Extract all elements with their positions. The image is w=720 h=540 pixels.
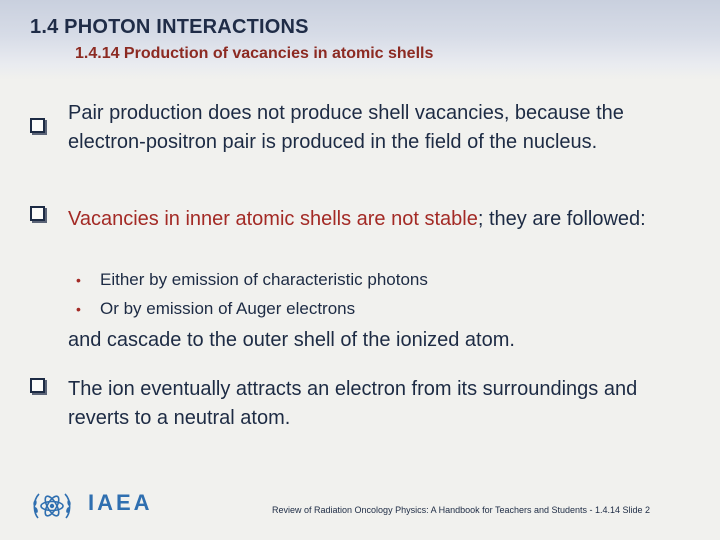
checkbox-bullet-icon xyxy=(30,206,45,221)
checkbox-bullet-icon xyxy=(30,378,45,393)
sub-item-text: Or by emission of Auger electrons xyxy=(100,299,356,318)
bullet-text xyxy=(68,205,698,234)
checkbox-bullet-icon xyxy=(30,118,45,133)
footer-citation: Review of Radiation Oncology Physics: A Handbook for Teachers and Students - 1.4.14 Slide 2 xyxy=(272,505,651,515)
highlight-text: Vacancies in inner atomic shells are not stable xyxy=(68,208,478,230)
continuation-text: and cascade to the outer shell of the ionized atom. xyxy=(68,329,515,351)
sub-list-item xyxy=(76,294,696,323)
bullet-dot-icon: • xyxy=(76,301,81,317)
sub-list-item xyxy=(76,265,696,294)
page-title: 1.4 PHOTON INTERACTIONS xyxy=(30,16,309,38)
iaea-logo-text: IAEA xyxy=(88,490,153,515)
sub-item-text: Either by emission of characteristic photons xyxy=(100,270,428,289)
slide-header xyxy=(0,0,720,80)
sub-list xyxy=(76,265,696,323)
bullet-text: Pair production does not produce shell vacancies, because the electron-positron pair is produced in the field of the nucleus. xyxy=(68,102,624,153)
bullet-text-rest: ; they are followed: xyxy=(477,208,646,230)
iaea-emblem-icon xyxy=(30,484,74,528)
bullet-text: The ion eventually attracts an electron from its surroundings and reverts to a neutral atom. xyxy=(68,378,638,429)
section-subtitle: 1.4.14 Production of vacancies in atomic shells xyxy=(75,45,434,62)
bullet-dot-icon: • xyxy=(76,272,81,288)
